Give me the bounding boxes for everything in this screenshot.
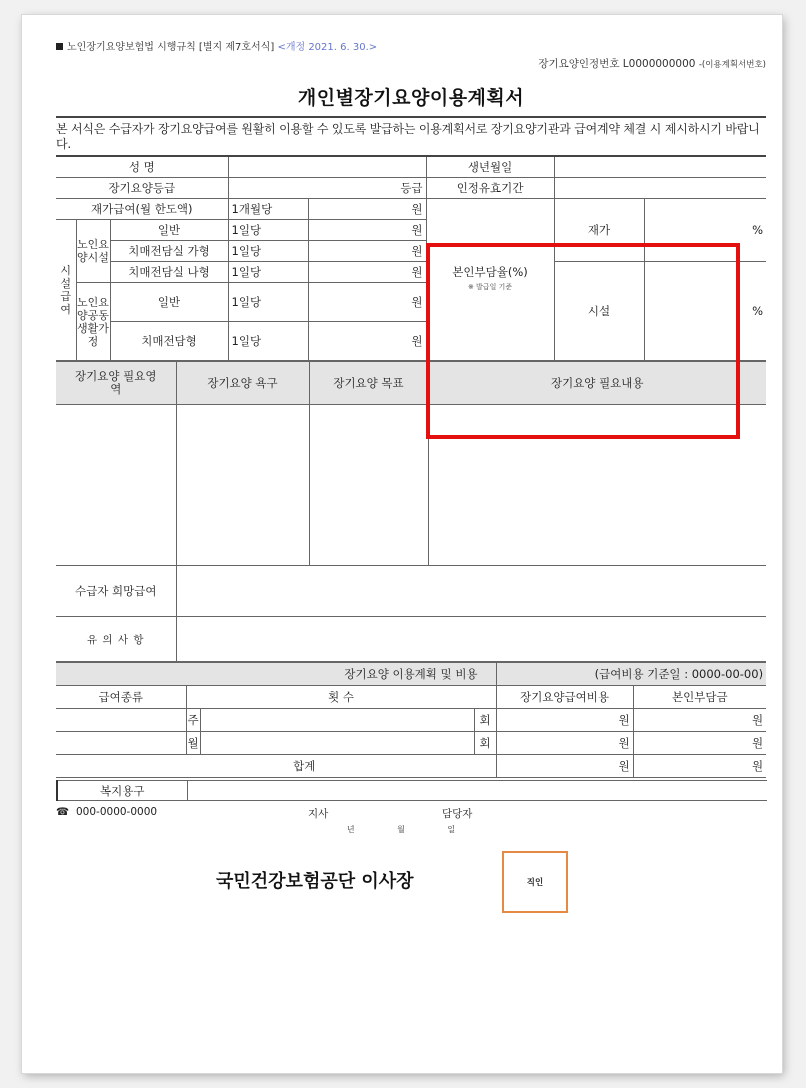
monthly-ltc-cost[interactable]: 원 — [496, 732, 633, 755]
facility-benefit-label: 시설급여 — [56, 220, 76, 361]
group-general-amount[interactable]: 원 — [308, 283, 426, 322]
welfare-equipment-value[interactable] — [187, 781, 767, 801]
care-needs-header: 장기요양 욕구 — [176, 362, 309, 405]
usage-plan-header: 장기요양 이용계획 및 비용 — [56, 663, 496, 686]
manager-label: 담당자 — [442, 808, 473, 820]
monthly-copay[interactable]: 원 — [633, 732, 766, 755]
care-area-header: 장기요양 필요영역 — [56, 362, 176, 405]
dementia-a-amount[interactable]: 원 — [308, 241, 426, 262]
weekly-ltc-cost[interactable]: 원 — [496, 709, 633, 732]
document-content — [56, 41, 766, 915]
group-general-period: 1일당 — [228, 283, 308, 322]
care-goal-header: 장기요양 목표 — [309, 362, 428, 405]
group-dementia-period: 1일당 — [228, 322, 308, 361]
issue-date: 년 월 일 — [346, 825, 476, 834]
care-plan-table — [56, 361, 766, 662]
nursing-home-label: 노인요양시설 — [76, 220, 110, 283]
nursing-general-period: 1일당 — [228, 220, 308, 241]
nursing-general-amount[interactable]: 원 — [308, 220, 426, 241]
issuer-name: 국민건강보험공단 이사장 — [216, 871, 414, 892]
frequency-header: 횟 수 — [186, 686, 496, 709]
group-general-label: 일반 — [110, 283, 228, 322]
notes-label: 유 의 사 항 — [56, 617, 176, 662]
branch-label: 지사 — [308, 808, 329, 820]
care-content-header: 장기요양 필요내용 — [428, 362, 766, 405]
certification-number: 장기요양인정번호 L0000000000 -(이용계획서번호) — [538, 58, 766, 70]
benefit-type-cell[interactable] — [56, 709, 186, 732]
care-goal-cell[interactable] — [309, 405, 428, 566]
welfare-equipment-table — [56, 780, 767, 801]
grade-label: 장기요양등급 — [56, 178, 228, 199]
weekly-copay[interactable]: 원 — [633, 709, 766, 732]
valid-period-label: 인정유효기간 — [426, 178, 554, 199]
care-content-cell[interactable] — [428, 405, 766, 566]
grade-value[interactable]: 등급 — [228, 178, 426, 199]
copay-home-value[interactable]: % — [644, 199, 766, 262]
group-dementia-label: 치매전담형 — [110, 322, 228, 361]
dementia-a-label: 치매전담실 가형 — [110, 241, 228, 262]
benefit-type-header: 급여종류 — [56, 686, 186, 709]
notes-value[interactable] — [176, 617, 766, 662]
intro-text: 본 서식은 수급자가 장기요양급여를 원활히 이용할 수 있도록 발급하는 이용계획서로 장기요양기관과 급여계약 체결 시 제시하시기 바랍니다. — [56, 116, 766, 155]
birth-label: 생년월일 — [426, 156, 554, 178]
name-label: 성 명 — [56, 156, 228, 178]
monthly-times-unit: 회 — [474, 732, 496, 755]
valid-period-value[interactable] — [554, 178, 766, 199]
weekly-label: 주 — [186, 709, 200, 732]
home-care-amount[interactable]: 원 — [308, 199, 426, 220]
official-seal: 직인 — [502, 851, 568, 913]
document-title: 개인별장기요양이용계획서 — [297, 87, 525, 109]
law-notice: 노인장기요양보험법 시행규칙 [별지 제7호서식] <개정 2021. 6. 30.> — [56, 41, 766, 54]
desired-benefit-label: 수급자 희망급여 — [56, 566, 176, 617]
care-needs-cell[interactable] — [176, 405, 309, 566]
document-sheet — [22, 15, 782, 1073]
copay-home-label: 재가 — [554, 199, 644, 262]
desired-benefit-value[interactable] — [176, 566, 766, 617]
square-bullet-icon — [56, 43, 63, 50]
dementia-b-label: 치매전담실 나형 — [110, 262, 228, 283]
copay-amount-header: 본인부담금 — [633, 686, 766, 709]
care-area-cell[interactable] — [56, 405, 176, 566]
revision-date: <개정 2021. 6. 30.> — [277, 42, 378, 53]
nursing-general-label: 일반 — [110, 220, 228, 241]
cost-base-date: (급여비용 기준일 : 0000-00-00) — [496, 663, 766, 686]
group-home-label: 노인요양공동생활가정 — [76, 283, 110, 361]
monthly-count[interactable] — [200, 732, 474, 755]
welfare-equipment-label: 복지용구 — [57, 781, 187, 801]
total-label: 합계 — [56, 755, 496, 778]
dementia-b-period: 1일당 — [228, 262, 308, 283]
benefit-type-cell[interactable] — [56, 732, 186, 755]
copay-facility-label: 시설 — [554, 262, 644, 361]
home-care-limit-label: 재가급여(월 한도액) — [56, 199, 228, 220]
birth-value[interactable] — [554, 156, 766, 178]
monthly-label: 월 — [186, 732, 200, 755]
total-ltc-cost[interactable]: 원 — [496, 755, 633, 778]
copay-facility-value[interactable]: % — [644, 262, 766, 361]
home-care-period: 1개월당 — [228, 199, 308, 220]
telephone-icon: ☎ — [56, 806, 70, 818]
contact-line — [56, 804, 766, 822]
copay-rate-label: 본인부담율(%) ※ 발급일 기준 — [426, 199, 554, 361]
weekly-count[interactable] — [200, 709, 474, 732]
usage-cost-table — [56, 662, 766, 778]
total-copay[interactable]: 원 — [633, 755, 766, 778]
dementia-b-amount[interactable]: 원 — [308, 262, 426, 283]
issuer-block — [56, 845, 766, 915]
recipient-info-table — [56, 155, 766, 361]
weekly-times-unit: 회 — [474, 709, 496, 732]
dementia-a-period: 1일당 — [228, 241, 308, 262]
phone-number: 000-0000-0000 — [76, 806, 158, 818]
group-dementia-amount[interactable]: 원 — [308, 322, 426, 361]
ltc-cost-header: 장기요양급여비용 — [496, 686, 633, 709]
name-value[interactable] — [228, 156, 426, 178]
